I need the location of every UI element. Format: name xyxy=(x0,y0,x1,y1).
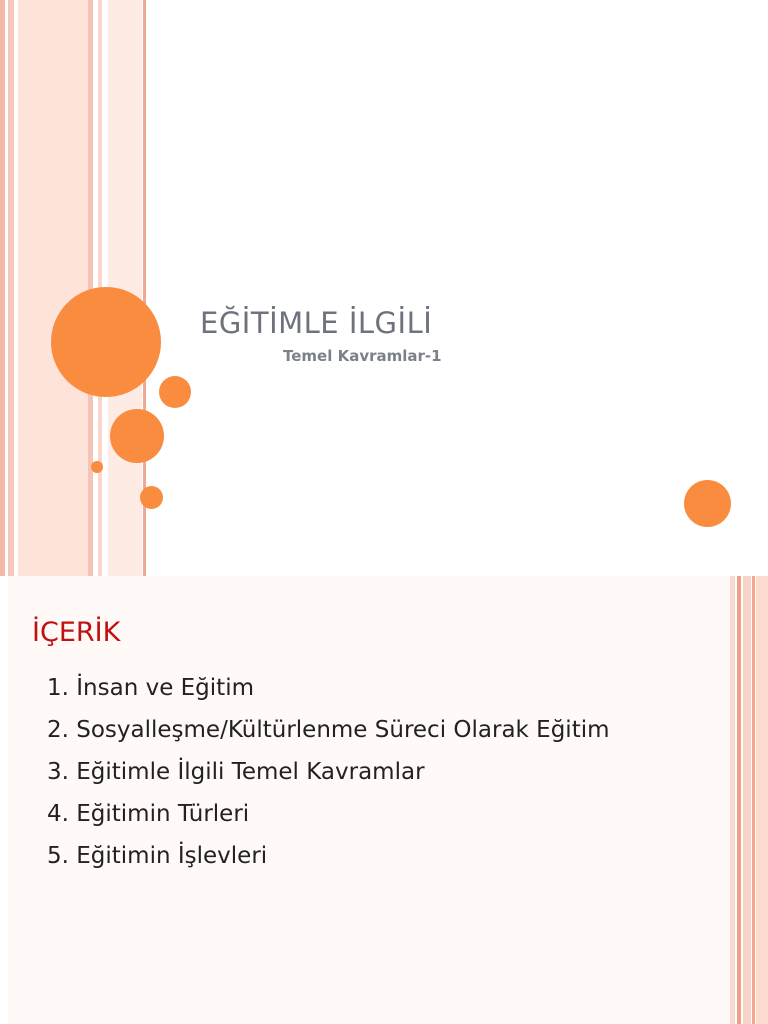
slide-title: EĞİTİMLE İLGİLİ xyxy=(200,306,433,340)
contents-heading: İÇERİK xyxy=(32,617,121,648)
list-item: 5. Eğitimin İşlevleri xyxy=(47,843,268,869)
decor-circle-large xyxy=(51,287,161,397)
left-decor-stripe xyxy=(8,0,14,576)
decor-circle-small xyxy=(159,376,191,408)
decor-circle-small xyxy=(140,486,163,509)
list-item: 2. Sosyalleşme/Kültürlenme Süreci Olarak Eğitim xyxy=(47,717,610,743)
list-item: 4. Eğitimin Türleri xyxy=(47,801,250,827)
contents-list xyxy=(47,670,610,880)
decor-circle-medium xyxy=(110,409,164,463)
left-decor-stripe xyxy=(18,0,88,576)
decor-circle-right xyxy=(684,480,731,527)
contents-slide xyxy=(0,576,768,1024)
decor-circle-tiny xyxy=(91,461,103,473)
left-decor-stripe xyxy=(0,0,5,576)
list-item: 1. İnsan ve Eğitim xyxy=(47,675,254,701)
slide-subtitle: Temel Kavramlar-1 xyxy=(283,347,442,365)
list-item: 3. Eğitimle İlgili Temel Kavramlar xyxy=(47,759,425,785)
